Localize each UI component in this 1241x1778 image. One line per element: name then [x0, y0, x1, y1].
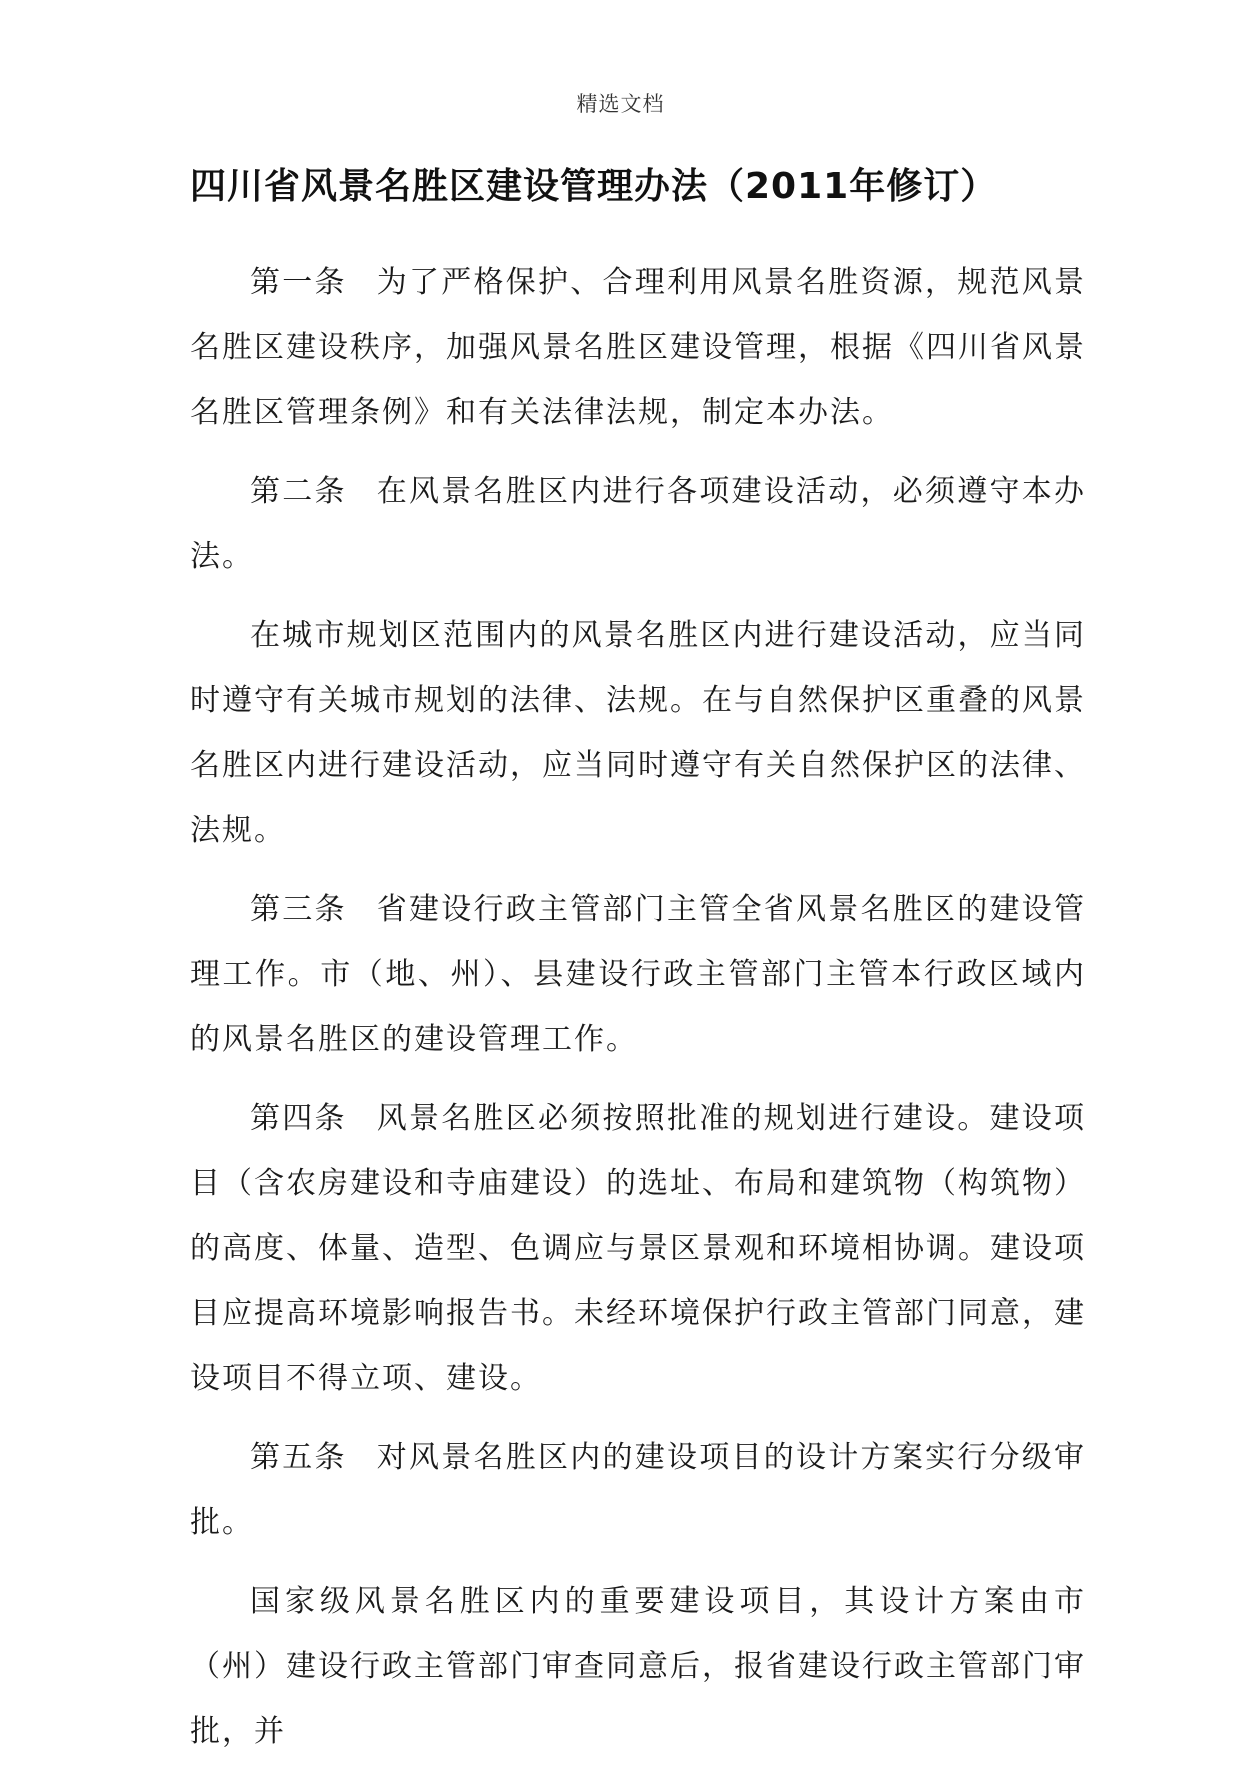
article-number: 第四条: [250, 1101, 347, 1136]
article-text: 国家级风景名胜区内的重要建设项目，其设计方案由市（州）建设行政主管部门审查同意后，报省建设行政主管部门审批，并: [190, 1584, 1086, 1749]
article-number: 第二条: [250, 474, 347, 509]
article-text: 对风景名胜区内的建设项目的设计方案实行分级审批。: [190, 1440, 1086, 1540]
article-number: 第三条: [250, 892, 347, 927]
article-1-paragraph: [190, 250, 1086, 445]
document-body: [190, 250, 1086, 1778]
article-text: 为了严格保护、合理利用风景名胜资源，规范风景名胜区建设秩序，加强风景名胜区建设管理，根据《四川省风景名胜区管理条例》和有关法律法规，制定本办法。: [190, 265, 1086, 430]
article-5-continuation-paragraph: [190, 1569, 1086, 1764]
article-2-paragraph: [190, 459, 1086, 589]
article-text: 在风景名胜区内进行各项建设活动，必须遵守本办法。: [190, 474, 1086, 574]
header-label: 精选文档: [576, 92, 665, 116]
article-number: 第一条: [250, 265, 347, 300]
article-text: 在城市规划区范围内的风景名胜区内进行建设活动，应当同时遵守有关城市规划的法律、法规。在与自然保护区重叠的风景名胜区内进行建设活动，应当同时遵守有关自然保护区的法律、法规。: [190, 618, 1086, 848]
document-title: 四川省风景名胜区建设管理办法（2011年修订）: [190, 166, 998, 207]
article-5-paragraph: [190, 1425, 1086, 1555]
article-text: 风景名胜区必须按照批准的规划进行建设。建设项目（含农房建设和寺庙建设）的选址、布局和建筑物（构筑物）的高度、体量、造型、色调应与景区景观和环境相协调。建设项目应提高环境影响报告书。未经环境保护行政主管部门同意，建设项目不得立项、建设。: [190, 1101, 1086, 1396]
article-number: 第五条: [250, 1440, 347, 1475]
article-2-continuation-paragraph: [190, 603, 1086, 863]
article-text: 省建设行政主管部门主管全省风景名胜区的建设管理工作。市（地、州）、县建设行政主管部门主管本行政区域内的风景名胜区的建设管理工作。: [190, 892, 1086, 1057]
article-4-paragraph: [190, 1086, 1086, 1411]
article-3-paragraph: [190, 877, 1086, 1072]
